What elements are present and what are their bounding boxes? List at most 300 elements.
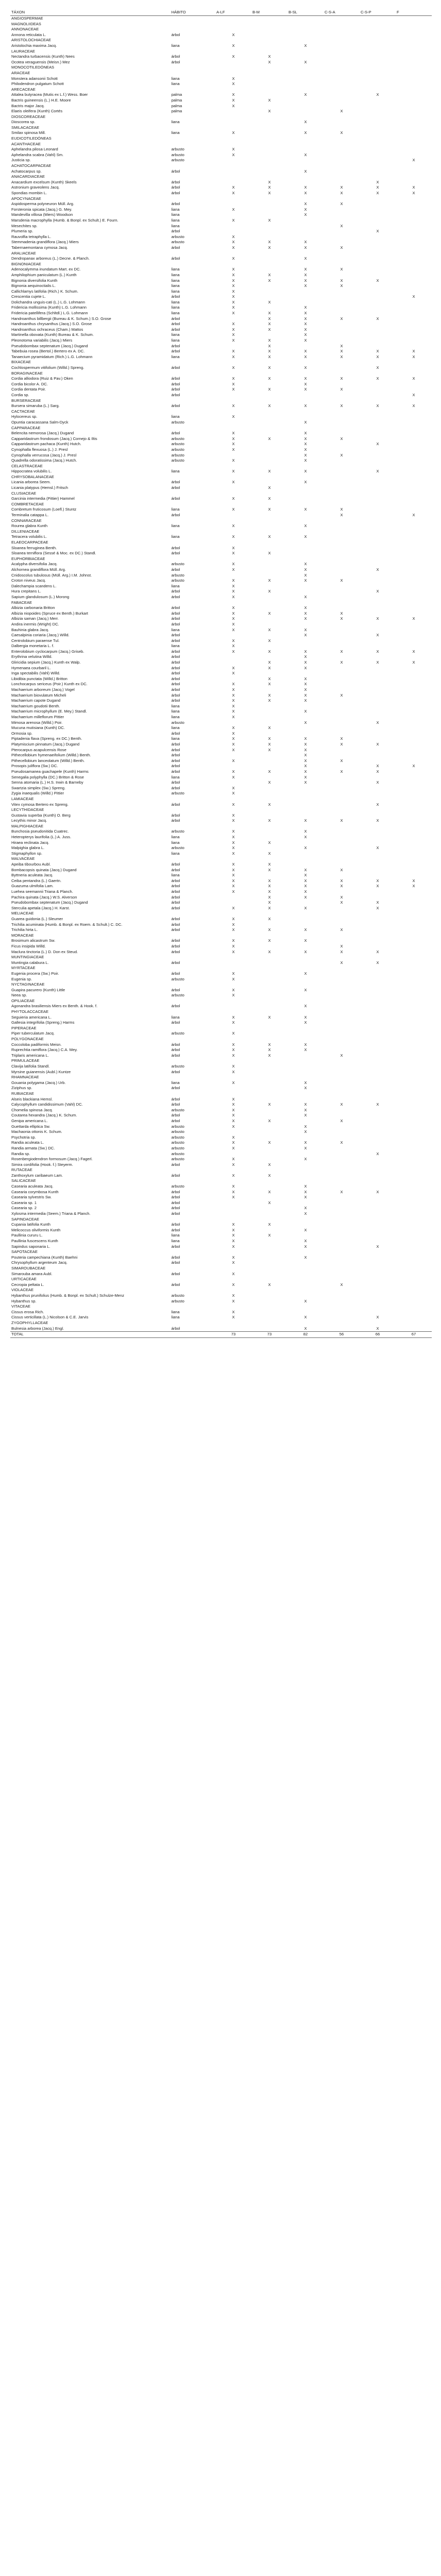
habit-cell: árbol — [171, 758, 180, 763]
presence-c-s-a: X — [340, 611, 343, 616]
presence-c-s-p — [360, 1042, 396, 1048]
presence-c-s-p — [360, 1157, 396, 1162]
presence-b-m — [251, 731, 287, 737]
habit-cell — [171, 1037, 215, 1042]
presence-c-s-a: X — [340, 349, 343, 354]
habit-cell: arbusto — [171, 572, 184, 578]
presence-c-s-p — [360, 933, 396, 939]
presence-c-s-a — [324, 464, 360, 469]
presence-f — [396, 1124, 432, 1130]
presence-b-m: X — [268, 240, 271, 245]
taxon-name: Mucuna mutisiana (Kunth) DC. — [11, 725, 65, 731]
presence-a-lf — [215, 71, 251, 76]
family-row — [10, 22, 432, 27]
taxon-name: Nectandra turbacensis (Kunth) Nees — [11, 54, 75, 59]
habit-cell: liana — [171, 835, 180, 840]
presence-c-s-a — [324, 1206, 360, 1211]
presence-b-m: X — [268, 878, 271, 883]
presence-b-sl — [287, 796, 324, 802]
family-name: SAPINDACEAE — [11, 1216, 40, 1222]
presence-b-m: X — [268, 1189, 271, 1194]
table-row — [10, 922, 432, 928]
table-row — [10, 1020, 432, 1026]
presence-f — [396, 529, 432, 535]
presence-b-sl — [287, 715, 324, 720]
presence-b-m — [251, 654, 287, 660]
presence-c-s-a — [324, 273, 360, 278]
presence-a-lf: X — [232, 321, 235, 327]
presence-f — [396, 464, 432, 469]
presence-b-sl — [287, 900, 324, 906]
habit-cell: árbol — [171, 567, 180, 572]
presence-f — [396, 518, 432, 524]
habit-cell: arbusto — [171, 1107, 184, 1112]
habit-cell: árbol — [171, 682, 180, 687]
presence-c-s-p — [360, 60, 396, 65]
presence-a-lf — [215, 573, 251, 579]
presence-c-s-p — [360, 1058, 396, 1064]
habit-cell: liana — [171, 212, 180, 217]
presence-b-m — [251, 420, 287, 426]
habit-cell — [171, 49, 215, 55]
family-name: PIPERACEAE — [11, 1025, 37, 1030]
presence-b-m — [251, 758, 287, 764]
table-row — [10, 589, 432, 595]
presence-b-m — [251, 1184, 287, 1190]
presence-f — [396, 1009, 432, 1015]
presence-c-s-p — [360, 218, 396, 224]
presence-f — [396, 311, 432, 316]
table-row — [10, 376, 432, 382]
presence-f — [396, 469, 432, 474]
presence-b-m — [251, 1255, 287, 1261]
habit-cell: árbol — [171, 867, 180, 872]
presence-a-lf: X — [232, 1042, 235, 1047]
presence-c-s-p — [360, 725, 396, 731]
habit-cell: árbol — [171, 431, 180, 436]
presence-a-lf — [215, 1026, 251, 1031]
presence-c-s-a: X — [340, 736, 343, 741]
presence-f — [396, 212, 432, 218]
presence-f: X — [412, 191, 415, 195]
presence-a-lf: X — [232, 469, 235, 474]
taxon-name: Pseudobombax septenatum (Jacq.) Dugand — [11, 900, 88, 905]
presence-c-s-p — [360, 971, 396, 977]
habit-cell — [171, 1249, 215, 1255]
presence-b-m — [251, 431, 287, 436]
presence-b-m: X — [268, 1102, 271, 1107]
table-row — [10, 1151, 432, 1157]
habit-cell: árbol — [171, 1173, 180, 1178]
presence-a-lf: X — [232, 43, 235, 48]
presence-c-s-a — [324, 965, 360, 971]
presence-a-lf: X — [232, 1096, 235, 1101]
table-row — [10, 1113, 432, 1118]
table-row — [10, 344, 432, 349]
table-row — [10, 927, 432, 933]
presence-b-sl — [287, 824, 324, 829]
table-row — [10, 666, 432, 671]
presence-c-s-a — [324, 682, 360, 687]
presence-f — [396, 142, 432, 147]
presence-b-sl — [287, 27, 324, 32]
presence-a-lf — [215, 965, 251, 971]
family-row — [10, 142, 432, 147]
presence-c-s-p — [360, 1146, 396, 1151]
presence-a-lf — [215, 27, 251, 32]
presence-c-s-p — [360, 988, 396, 993]
taxon-name: Ceiba pentandra (L.) Gaertn. — [11, 878, 62, 883]
taxon-name: Cynophalla verrucosa (Jacq.) J. Presl — [11, 452, 77, 457]
presence-b-sl — [287, 81, 324, 87]
presence-c-s-p — [360, 676, 396, 682]
presence-b-m — [251, 965, 287, 971]
presence-f — [396, 1167, 432, 1173]
presence-b-sl — [287, 917, 324, 922]
taxon-name: Coutarea hexandra (Jacq.) K. Schum. — [11, 1113, 77, 1118]
presence-f — [396, 993, 432, 998]
presence-c-s-a — [324, 1178, 360, 1184]
presence-b-m — [251, 371, 287, 377]
presence-c-s-a — [324, 971, 360, 977]
presence-b-sl — [287, 1272, 324, 1277]
presence-c-s-a — [324, 49, 360, 55]
presence-f — [396, 933, 432, 939]
presence-c-s-a — [324, 1042, 360, 1048]
presence-f — [396, 775, 432, 781]
presence-c-s-p — [360, 518, 396, 524]
habit-cell: arbusto — [171, 152, 184, 157]
family-row — [10, 136, 432, 142]
presence-b-m — [251, 305, 287, 311]
presence-b-m: X — [268, 316, 271, 321]
presence-b-m — [251, 1206, 287, 1211]
presence-c-s-a — [324, 1211, 360, 1217]
presence-c-s-a: X — [340, 1140, 343, 1145]
presence-f — [396, 245, 432, 251]
presence-b-m — [251, 971, 287, 977]
presence-a-lf: X — [232, 1222, 235, 1227]
presence-f — [396, 431, 432, 436]
habit-cell: árbol — [171, 392, 180, 397]
habit-cell: arbusto — [171, 1064, 184, 1069]
presence-c-s-a: X — [340, 109, 343, 114]
presence-c-s-p — [360, 420, 396, 426]
presence-b-sl — [287, 1031, 324, 1037]
habit-cell: árbol — [171, 1113, 180, 1118]
habit-cell: liana — [171, 469, 180, 474]
column-header-habit: HÁBITO — [171, 9, 215, 16]
presence-c-s-a: X — [340, 245, 343, 250]
habit-cell: liana — [171, 267, 180, 272]
presence-c-s-a — [324, 38, 360, 43]
presence-c-s-a — [324, 1157, 360, 1162]
presence-b-m — [251, 573, 287, 579]
taxon-name: Bauhinia glabra Jacq. — [11, 627, 49, 632]
presence-f — [396, 1146, 432, 1151]
presence-f: X — [412, 158, 415, 163]
presence-a-lf — [215, 1151, 251, 1157]
presence-c-s-p: X — [376, 278, 379, 283]
presence-b-m: X — [268, 736, 271, 741]
presence-c-s-p — [360, 938, 396, 944]
table-row — [10, 845, 432, 851]
presence-f — [396, 998, 432, 1004]
habit-cell: árbol — [171, 245, 180, 250]
presence-b-sl: X — [304, 469, 307, 474]
habit-cell: árbol — [171, 1260, 180, 1265]
presence-b-m — [251, 643, 287, 649]
habit-cell — [171, 1075, 215, 1080]
presence-f — [396, 240, 432, 245]
presence-a-lf — [215, 49, 251, 55]
table-row — [10, 638, 432, 644]
presence-f — [396, 1304, 432, 1310]
presence-c-s-a — [324, 16, 360, 22]
presence-b-sl: X — [304, 1298, 307, 1303]
presence-a-lf: X — [232, 818, 235, 823]
presence-b-sl — [287, 234, 324, 240]
presence-c-s-a: X — [340, 894, 343, 900]
presence-f — [396, 748, 432, 753]
presence-f — [396, 551, 432, 556]
presence-c-s-p: X — [376, 229, 379, 234]
taxon-name: Belencita nemorosa (Jacq.) Dugand — [11, 431, 74, 436]
habit-cell: árbol — [171, 660, 180, 665]
presence-f — [396, 92, 432, 98]
presence-a-lf: X — [232, 1031, 235, 1036]
presence-b-m: X — [268, 185, 271, 190]
presence-a-lf: X — [232, 1282, 235, 1287]
presence-c-s-p: X — [376, 900, 379, 905]
presence-c-s-p — [360, 1282, 396, 1288]
table-row — [10, 158, 432, 163]
habit-cell — [171, 27, 215, 32]
presence-b-sl — [287, 584, 324, 589]
presence-a-lf: X — [232, 1195, 235, 1200]
taxon-name: Martinella obovata (Kunth) Bureau & K. Schum. — [11, 332, 94, 337]
presence-c-s-a — [324, 911, 360, 917]
presence-b-m: X — [268, 343, 271, 348]
presence-a-lf — [215, 38, 251, 43]
presence-b-m — [251, 1167, 287, 1173]
presence-b-sl — [287, 180, 324, 185]
table-row — [10, 1053, 432, 1059]
taxon-name: Erythrina velutina Willd. — [11, 654, 53, 659]
presence-c-s-a — [324, 851, 360, 857]
table-row — [10, 54, 432, 60]
presence-b-sl: X — [304, 507, 307, 512]
presence-c-s-a — [324, 1091, 360, 1097]
presence-f — [396, 125, 432, 131]
taxon-name: Eugenia sp. — [11, 976, 32, 981]
presence-c-s-p — [360, 1299, 396, 1304]
presence-c-s-a — [324, 114, 360, 120]
presence-f — [396, 1047, 432, 1053]
presence-a-lf — [215, 158, 251, 163]
habit-cell: arbusto — [171, 240, 184, 245]
presence-f — [396, 267, 432, 273]
table-row — [10, 546, 432, 551]
presence-b-m — [251, 1113, 287, 1118]
presence-b-m — [251, 1009, 287, 1015]
presence-b-m — [251, 409, 287, 415]
presence-c-s-p — [360, 873, 396, 878]
presence-c-s-a — [324, 605, 360, 611]
presence-f — [396, 595, 432, 600]
taxon-name: Mandevilla villosa (Miers) Woodson — [11, 212, 73, 217]
presence-c-s-a — [324, 1135, 360, 1141]
presence-f — [396, 758, 432, 764]
presence-b-m: X — [268, 485, 271, 490]
presence-f — [396, 1108, 432, 1113]
taxon-name: Randia armata (Sw.) DC. — [11, 1145, 55, 1150]
presence-a-lf — [215, 114, 251, 120]
presence-c-s-p — [360, 1228, 396, 1233]
presence-c-s-p — [360, 911, 396, 917]
presence-c-s-a — [324, 1086, 360, 1091]
presence-a-lf: X — [232, 147, 235, 152]
presence-f — [396, 1157, 432, 1162]
presence-c-s-p — [360, 480, 396, 485]
taxon-name: Capparidastrum pachaca (Kunth) Hutch. — [11, 442, 81, 447]
presence-f — [396, 278, 432, 284]
presence-a-lf — [215, 796, 251, 802]
taxon-name: Piper tuberculatum Jacq. — [11, 1031, 55, 1036]
presence-c-s-p — [360, 1178, 396, 1184]
presence-c-s-a: X — [340, 1053, 343, 1058]
presence-b-sl: X — [304, 332, 307, 337]
presence-c-s-a — [324, 393, 360, 398]
presence-c-s-p — [360, 71, 396, 76]
presence-c-s-a — [324, 158, 360, 163]
table-row — [10, 507, 432, 513]
taxon-name: Muntingia calabura L. — [11, 960, 49, 965]
presence-a-lf: X — [232, 703, 235, 708]
presence-b-m — [251, 1228, 287, 1233]
presence-c-s-a: X — [340, 1118, 343, 1123]
habit-cell — [171, 911, 215, 917]
presence-a-lf: X — [232, 234, 235, 239]
presence-c-s-p: X — [376, 802, 379, 807]
taxon-name: Bactris guineensis (L.) H.E. Moore — [11, 97, 71, 103]
presence-c-s-p — [360, 114, 396, 120]
habit-cell — [171, 1178, 215, 1184]
presence-b-sl: X — [304, 120, 307, 125]
presence-b-m: X — [268, 469, 271, 474]
column-header-a-lf: A-LF — [215, 9, 251, 16]
taxon-name: Bactris major Jacq. — [11, 103, 45, 108]
presence-c-s-a: X — [340, 960, 343, 965]
presence-f — [396, 218, 432, 224]
presence-a-lf — [215, 513, 251, 518]
presence-b-sl — [287, 414, 324, 420]
presence-a-lf — [215, 1266, 251, 1272]
presence-a-lf — [215, 660, 251, 666]
presence-c-s-p — [360, 600, 396, 606]
presence-b-sl: X — [304, 442, 307, 447]
presence-c-s-a — [324, 1260, 360, 1266]
presence-b-m — [251, 1277, 287, 1282]
habit-cell — [171, 136, 215, 142]
presence-a-lf — [215, 1206, 251, 1211]
habit-cell: árbol — [171, 1086, 180, 1091]
taxon-name: Handroanthus chrysanthus (Jacq.) S.O. Grose — [11, 321, 92, 327]
presence-b-m — [251, 1239, 287, 1244]
presence-c-s-a: X — [340, 943, 343, 948]
presence-a-lf: X — [232, 1020, 235, 1025]
presence-b-m — [251, 1097, 287, 1103]
table-row — [10, 338, 432, 344]
presence-b-sl: X — [304, 245, 307, 250]
presence-c-s-a — [324, 906, 360, 911]
presence-f — [396, 16, 432, 22]
presence-f — [396, 1184, 432, 1190]
presence-a-lf — [215, 1249, 251, 1255]
habit-cell: árbol — [171, 1047, 180, 1053]
presence-a-lf: X — [232, 621, 235, 626]
family-row — [10, 474, 432, 480]
presence-c-s-p: X — [376, 316, 379, 321]
presence-a-lf: X — [232, 638, 235, 643]
presence-c-s-p — [360, 1272, 396, 1277]
table-row — [10, 1047, 432, 1053]
presence-a-lf: X — [232, 1260, 235, 1265]
presence-f — [396, 1310, 432, 1315]
presence-f — [396, 1222, 432, 1228]
total-c-s-a: 56 — [324, 1332, 360, 1338]
taxon-name: Ziziphus sp. — [11, 1086, 32, 1091]
habit-cell: palma — [171, 92, 182, 97]
presence-f — [396, 201, 432, 207]
table-row — [10, 693, 432, 699]
presence-a-lf — [215, 955, 251, 960]
table-row — [10, 950, 432, 955]
family-row — [10, 251, 432, 257]
presence-b-sl — [287, 725, 324, 731]
table-row — [10, 906, 432, 911]
presence-f — [396, 534, 432, 540]
presence-f — [396, 1097, 432, 1103]
taxon-name: Tabernaemontana cymosa Jacq. — [11, 245, 68, 250]
presence-b-m: X — [268, 551, 271, 556]
presence-c-s-a — [324, 234, 360, 240]
presence-c-s-p — [360, 1047, 396, 1053]
presence-b-sl: X — [304, 736, 307, 741]
presence-b-m — [251, 1058, 287, 1064]
family-row — [10, 1178, 432, 1184]
table-row — [10, 862, 432, 868]
presence-b-sl — [287, 993, 324, 998]
table-row — [10, 523, 432, 529]
presence-f — [396, 600, 432, 606]
taxon-name: Cochlospermum vitifolium (Willd.) Spreng. — [11, 365, 84, 370]
presence-c-s-p — [360, 540, 396, 546]
habit-cell: árbol — [171, 545, 180, 550]
table-row — [10, 616, 432, 622]
presence-f — [396, 1249, 432, 1255]
taxon-name: Garcinia intermedia (Pittier) Hammel — [11, 496, 75, 501]
presence-f: X — [412, 660, 415, 665]
presence-b-m — [251, 1326, 287, 1332]
presence-a-lf: X — [232, 1047, 235, 1053]
presence-c-s-p — [360, 982, 396, 988]
presence-b-sl: X — [304, 971, 307, 976]
presence-b-sl — [287, 147, 324, 152]
presence-a-lf: X — [232, 311, 235, 316]
species-table — [10, 9, 432, 1338]
presence-a-lf: X — [232, 551, 235, 556]
